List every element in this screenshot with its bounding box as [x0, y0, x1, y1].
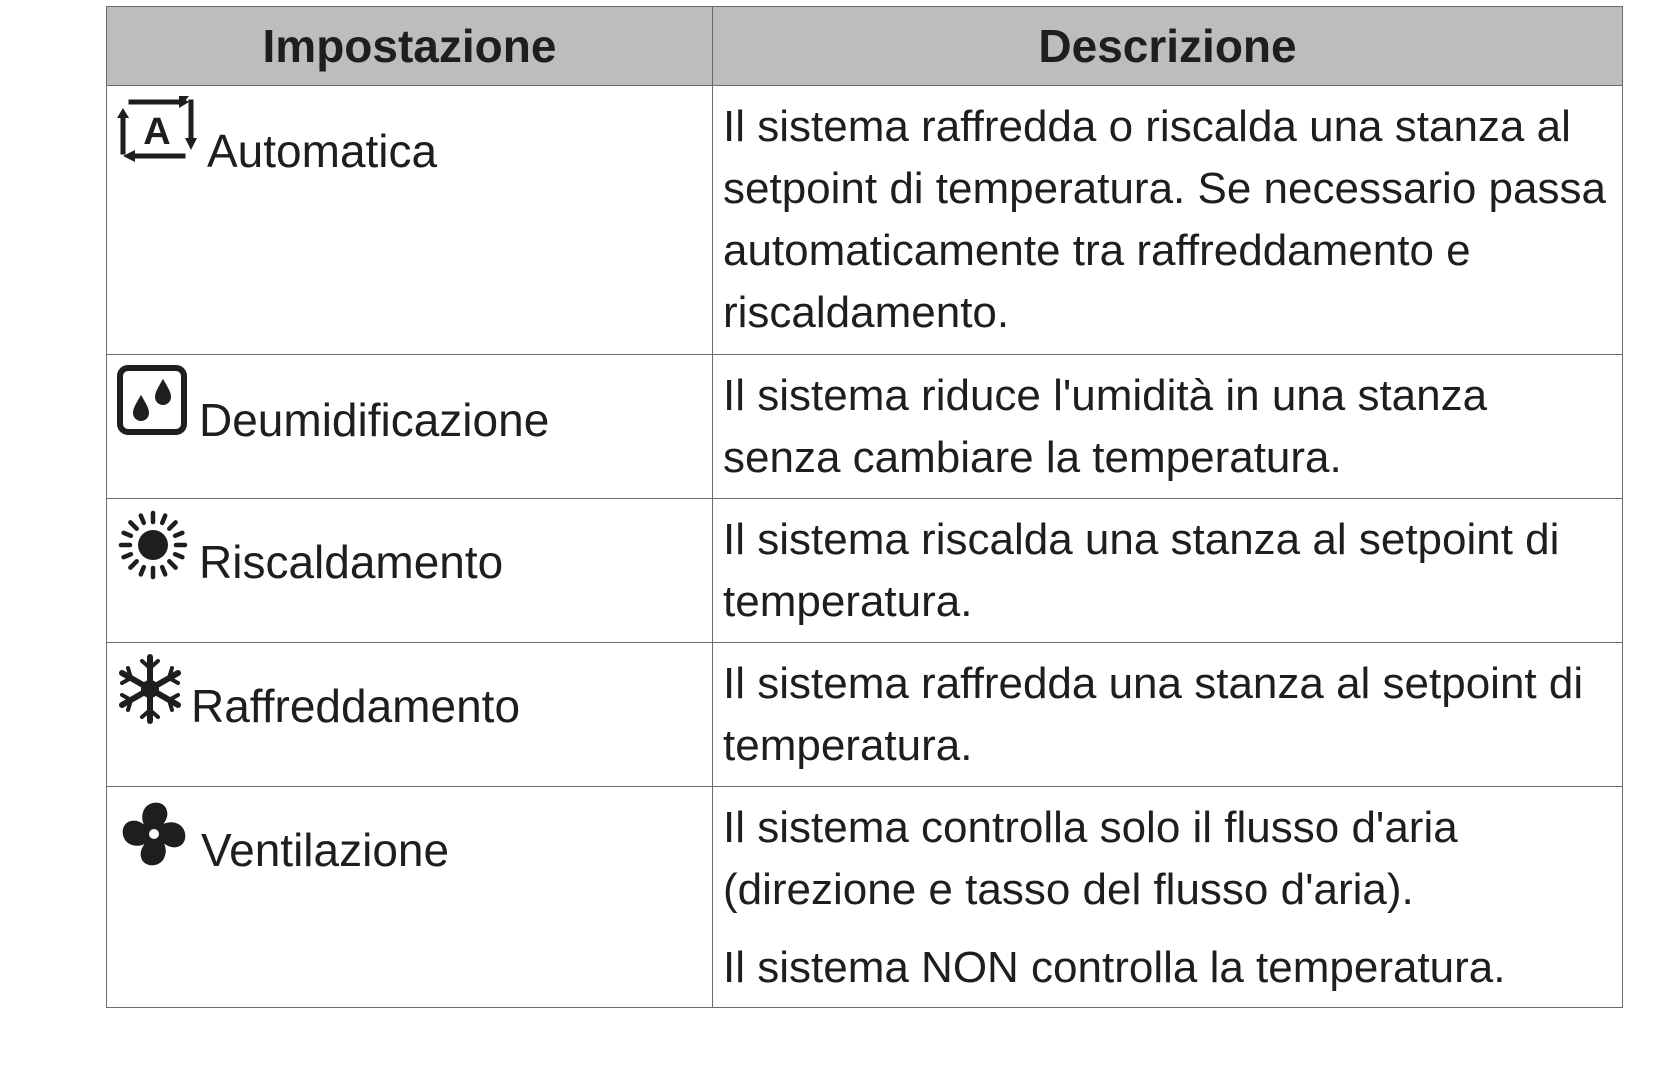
setting-label: Riscaldamento	[199, 536, 504, 588]
snowflake-icon	[117, 653, 183, 725]
description-text: Il sistema NON controlla la temperatura.	[723, 943, 1506, 992]
description-text: Il sistema riscalda una stanza al setpoint di temperatura.	[723, 515, 1560, 626]
setting-label: Deumidificazione	[199, 394, 550, 446]
table-row	[107, 499, 1623, 643]
setting-cell	[107, 355, 713, 499]
table-row	[107, 86, 1623, 355]
setting-label: Raffreddamento	[191, 680, 521, 732]
description-cell	[713, 787, 1623, 1008]
setting-label: Automatica	[207, 125, 438, 177]
description-text: Il sistema raffredda o riscalda una stanza al setpoint di temperatura. Se necessario passa automaticamente tra raffreddamento e riscaldamento.	[723, 102, 1606, 337]
svg-text:A: A	[143, 111, 171, 153]
table-row	[107, 787, 1623, 1008]
modes-table	[106, 6, 1623, 1008]
setting-cell	[107, 499, 713, 643]
auto-mode-icon	[117, 96, 197, 162]
description-cell	[713, 355, 1623, 499]
sun-icon	[117, 509, 189, 581]
description-text: Il sistema riduce l'umidità in una stanza senza cambiare la temperatura.	[723, 371, 1488, 482]
description-text: Il sistema controlla solo il flusso d'aria (direzione e tasso del flusso d'aria).	[723, 803, 1458, 914]
table-row	[107, 643, 1623, 787]
setting-cell	[107, 787, 713, 1008]
header-row	[107, 7, 1623, 86]
fan-icon	[117, 797, 191, 871]
header-description: Descrizione	[713, 7, 1623, 86]
description-cell	[713, 86, 1623, 355]
description-text: Il sistema raffredda una stanza al setpoint di temperatura.	[723, 659, 1584, 770]
table-row	[107, 355, 1623, 499]
setting-cell	[107, 86, 713, 355]
setting-label: Ventilazione	[201, 824, 450, 876]
setting-cell	[107, 643, 713, 787]
description-cell	[713, 643, 1623, 787]
header-setting: Impostazione	[107, 7, 713, 86]
description-cell	[713, 499, 1623, 643]
dehumidify-icon	[117, 365, 187, 435]
